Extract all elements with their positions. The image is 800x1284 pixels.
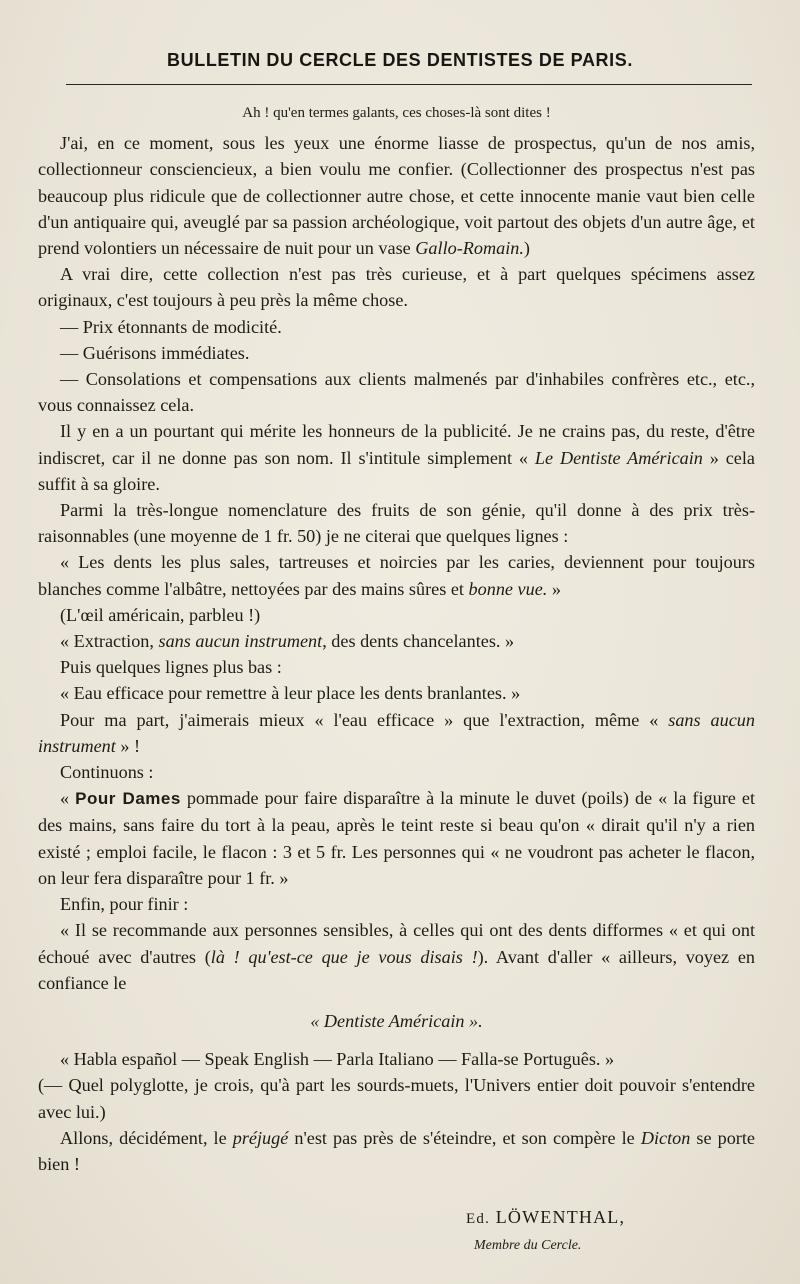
signature-role: Membre du Cercle. [474,1238,582,1253]
paragraph-9-italic-2: Dicton [640,1127,691,1148]
signature-name: LÖWENTHAL, [495,1207,626,1227]
paragraph-6-end: » ! [115,735,141,756]
paragraph-3 [38,418,755,497]
quote-6-italic: « Dentiste Américain ». [310,1010,483,1031]
quote-4 [38,785,755,891]
quote-5-text: « Il se recommande aux personnes sensibles, à celles qui ont des dents difformes « et qui ont échoué avec d'autres ( [38,920,755,967]
quote-8: (— Quel polyglotte, je crois, qu'à part les sourds-muets, l'Univers entier doit pouvoir s'entendre avec lui.) [38,1075,755,1122]
paragraph-5: Puis quelques lignes plus bas : [60,657,282,678]
quote-2-text: « Extraction, [60,631,159,652]
paragraph-9-text: Allons, décidément, le [60,1127,233,1148]
epigraph: Ah ! qu'en termes galants, ces choses-là sont dites ! [242,105,551,121]
paragraph-8: Enfin, pour finir : [60,894,189,915]
header-rule [66,84,752,85]
quote-2-italic: sans aucun instrument [158,631,323,652]
quote-4-bold: Pour Dames [75,789,181,809]
paragraph-6-italic: sans aucun instrument [38,709,755,756]
paragraph-3-text: Il y en a un pourtant qui mérite les honneurs de la publicité. Je ne crains pas, du reste, d'être indiscret, car il ne donne pas son nom. Il s'intitule simplement « [38,421,755,468]
paragraph-9-italic-1: préjugé [232,1127,289,1148]
paragraph-9-end: se porte bien ! [38,1127,755,1174]
paragraph-6-text: Pour ma part, j'aimerais mieux « l'eau efficace » que l'extraction, même « [60,709,669,730]
paragraph-1-text: J'ai, en ce moment, sous les yeux une énorme liasse de prospectus, qu'un de nos amis, collectionneur consciencieux, a bien voulu me confier. (Collectionner des prospectus n'est pas beaucoup plus ridicule que de collectionner autre chose, et cette innocente manie vaut bien celle d'un antiquaire qui, aveuglé par sa passion archéologique, voit partout des objets d'un autre âge, et prend volontiers un nécessaire de nuit pour un vase [38,133,755,259]
paragraph-6 [38,707,755,759]
quote-5 [38,917,755,996]
paragraph-4: Parmi la très-longue nomenclature des fruits de son génie, qu'il donne à des prix très-raisonnables (une moyenne de 1 fr. 50) je ne citerai que quelques lignes : [38,500,755,547]
signature [466,1207,666,1228]
quote-1 [38,549,755,601]
paragraph-1-end: ) [523,238,530,259]
list-item-2: — Guérisons immédiates. [60,342,250,363]
paragraph-3-italic: Le Dentiste Américain [534,447,703,468]
quote-5-italic: là ! qu'est-ce que je vous disais ! [210,946,478,967]
quote-3: « Eau efficace pour remettre à leur place les dents branlantes. » [60,683,521,704]
paragraph-1 [38,130,755,261]
paragraph-9-mid: n'est pas près de s'éteindre, et son compère le [288,1127,641,1148]
quote-1-italic: bonne vue. [468,578,548,599]
paragraph-1-italic: Gallo-Romain. [415,238,524,259]
quote-5-end: ). Avant d'aller « ailleurs, voyez en confiance le [38,946,755,993]
signature-initial: Ed. [466,1211,491,1227]
quote-1-text: « Les dents les plus sales, tartreuses et noircies par les caries, deviennent pour toujours blanches comme l'albâtre, nettoyées par des mains sûres et [38,552,755,599]
paragraph-7: Continuons : [60,762,154,783]
paragraph-9 [38,1125,755,1177]
quote-2 [38,628,755,654]
bulletin-header: BULLETIN DU CERCLE DES DENTISTES DE PARIS. [167,50,633,70]
quote-7: « Habla español — Speak English — Parla Italiano — Falla-se Português. » [60,1049,615,1070]
quote-1-end: » [547,578,561,599]
quote-4-text: pommade pour faire disparaître à la minute le duvet (poils) de « la figure et des mains, sans faire du tort à la peau, après le teint reste si beau qu'on « dirait qu'il n'y a rien existé ; emploi facile, le flacon : 3 et 5 fr. Les personnes qui « ne voudront pas acheter le flacon, on leur fera disparaître pour 1 fr. » [38,788,756,888]
quote-6 [38,1008,755,1034]
quote-4-open: « [60,788,76,809]
quote-2-end: , des dents chancelantes. » [322,631,515,652]
list-item-3: — Consolations et compensations aux clients malmenés par d'inhabiles confrères etc., etc., vous connaissez cela. [38,369,755,416]
quote-1-aside: (L'œil américain, parbleu !) [60,604,261,625]
paragraph-2: A vrai dire, cette collection n'est pas très curieuse, et à part quelques spécimens assez originaux, c'est toujours à peu près la même chose. [38,264,755,311]
list-item-1: — Prix étonnants de modicité. [60,316,282,337]
article-body [38,100,755,1177]
paragraph-3-end: » cela suffit à sa gloire. [38,447,755,494]
